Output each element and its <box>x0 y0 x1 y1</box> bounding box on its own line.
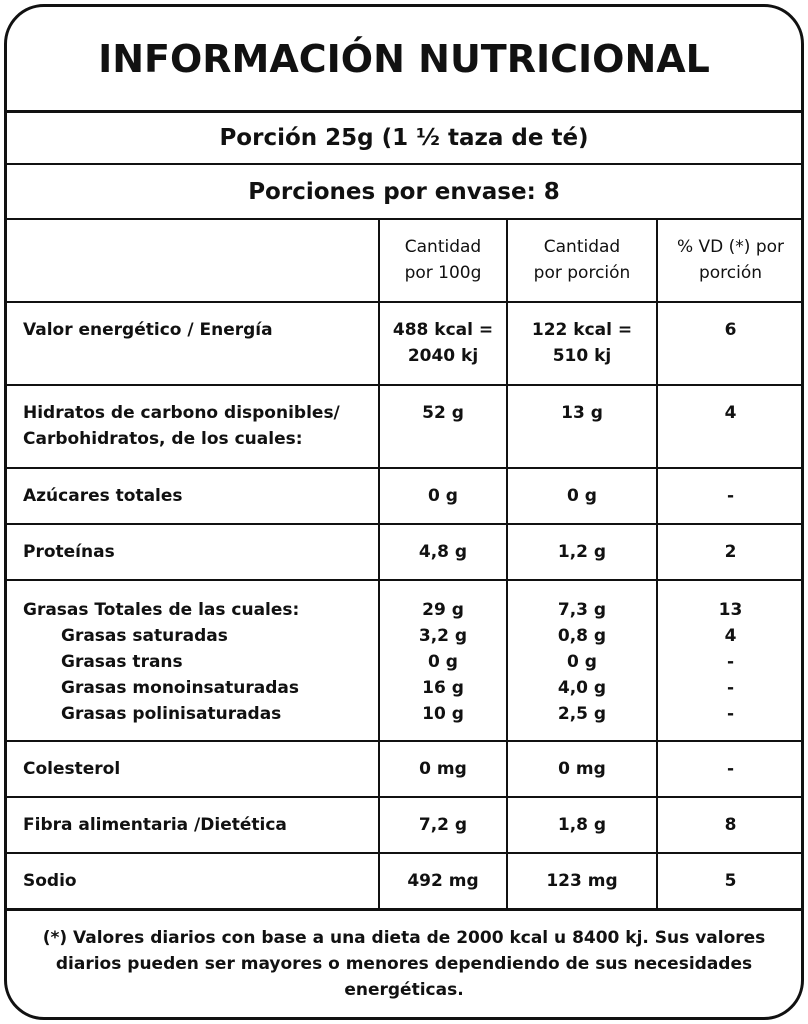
value-per-100g: 52 g <box>422 403 464 423</box>
table-row-protein <box>7 525 801 579</box>
fat-total-daily-value: 13 <box>718 600 743 620</box>
nutrient-name: Sodio <box>23 871 77 891</box>
fat-total-name: Grasas Totales de las cuales: <box>23 600 300 620</box>
header-per-serving-line2: por porción <box>533 263 631 283</box>
fat-total-per-100g: 29 g <box>422 600 464 620</box>
value-per-serving: 0 g <box>567 486 597 506</box>
fat-saturated-name: Grasas saturadas <box>61 626 228 646</box>
nutrient-name: Colesterol <box>23 759 121 779</box>
table-row-sugars <box>7 469 801 523</box>
value-per-serving: 123 mg <box>546 871 618 891</box>
fat-total-per-serving: 7,3 g <box>557 600 607 620</box>
daily-value: 8 <box>724 815 737 835</box>
nutrient-name: Proteínas <box>23 542 115 562</box>
value-per-serving-line1: 122 kcal = <box>531 320 633 340</box>
nutrient-name-line2: Carbohidratos, de los cuales: <box>23 429 303 449</box>
nutrient-name: Fibra alimentaria /Dietética <box>23 815 287 835</box>
table-header-row <box>7 220 801 301</box>
value-per-100g-line2: 2040 kj <box>407 346 479 366</box>
daily-value <box>658 581 803 740</box>
fat-poly-daily-value: - <box>726 704 735 724</box>
fat-mono-per-serving: 4,0 g <box>557 678 607 698</box>
fat-trans-per-100g: 0 g <box>428 652 458 672</box>
value-per-serving: 1,2 g <box>557 542 607 562</box>
serving-size: Porción 25g (1 ½ taza de té) <box>219 124 589 151</box>
header-daily-value <box>658 220 803 301</box>
value-per-serving <box>508 581 656 740</box>
daily-value: 6 <box>724 320 737 340</box>
value-per-serving: 1,8 g <box>557 815 607 835</box>
nutrient-name: Azúcares totales <box>23 486 183 506</box>
nutrient-name <box>23 581 375 740</box>
fat-saturated-per-100g: 3,2 g <box>418 626 468 646</box>
nutrient-name <box>23 386 375 467</box>
fat-trans-per-serving: 0 g <box>567 652 597 672</box>
table-row-fiber <box>7 798 801 852</box>
fat-trans-daily-value: - <box>726 652 735 672</box>
value-per-100g: 0 g <box>428 486 458 506</box>
table-row-cholesterol <box>7 742 801 796</box>
header-per-100g <box>380 220 506 301</box>
value-per-100g: 4,8 g <box>418 542 468 562</box>
footnote: (*) Valores diarios con base a una dieta de 2000 kcal u 8400 kj. Sus valores diarios pueden ser mayores o menores dependiendo de sus necesidades energéticas. <box>42 928 766 1000</box>
value-per-100g <box>380 581 506 740</box>
value-per-100g: 7,2 g <box>418 815 468 835</box>
nutrient-name-line1: Hidratos de carbono disponibles/ <box>23 403 340 423</box>
daily-value: - <box>726 486 735 506</box>
divider <box>7 908 801 911</box>
fat-poly-name: Grasas polinisaturadas <box>61 704 282 724</box>
header-per-serving <box>508 220 656 301</box>
header-per-100g-line1: Cantidad <box>404 237 482 257</box>
servings-per-container: Porciones por envase: 8 <box>248 178 560 205</box>
value-per-100g: 0 mg <box>419 759 467 779</box>
table-row-fats <box>7 581 801 740</box>
value-per-serving-line2: 510 kj <box>552 346 612 366</box>
daily-value: 4 <box>724 403 737 423</box>
daily-value: - <box>726 759 735 779</box>
fat-saturated-per-serving: 0,8 g <box>557 626 607 646</box>
header-per-100g-line2: por 100g <box>404 263 482 283</box>
value-per-serving: 13 g <box>561 403 603 423</box>
fat-trans-name: Grasas trans <box>61 652 183 672</box>
header-daily-value-line1: % VD (*) por <box>676 237 785 257</box>
value-per-serving <box>508 303 656 384</box>
fat-poly-per-serving: 2,5 g <box>557 704 607 724</box>
nutrition-label <box>4 4 804 1020</box>
label-title: INFORMACIÓN NUTRICIONAL <box>98 36 710 81</box>
header-daily-value-line2: porción <box>698 263 763 283</box>
header-per-serving-line1: Cantidad <box>543 237 621 257</box>
value-per-100g <box>380 303 506 384</box>
table-row-sodium <box>7 854 801 908</box>
fat-mono-per-100g: 16 g <box>422 678 464 698</box>
daily-value: 2 <box>724 542 737 562</box>
table-row-energy <box>7 303 801 384</box>
fat-mono-daily-value: - <box>726 678 735 698</box>
value-per-serving: 0 mg <box>558 759 606 779</box>
fat-mono-name: Grasas monoinsaturadas <box>61 678 299 698</box>
value-per-100g: 492 mg <box>407 871 479 891</box>
fat-saturated-daily-value: 4 <box>724 626 737 646</box>
table-row-carbs <box>7 386 801 467</box>
nutrient-name: Valor energético / Energía <box>23 320 273 340</box>
daily-value: 5 <box>724 871 737 891</box>
value-per-100g-line1: 488 kcal = <box>392 320 494 340</box>
fat-poly-per-100g: 10 g <box>422 704 464 724</box>
